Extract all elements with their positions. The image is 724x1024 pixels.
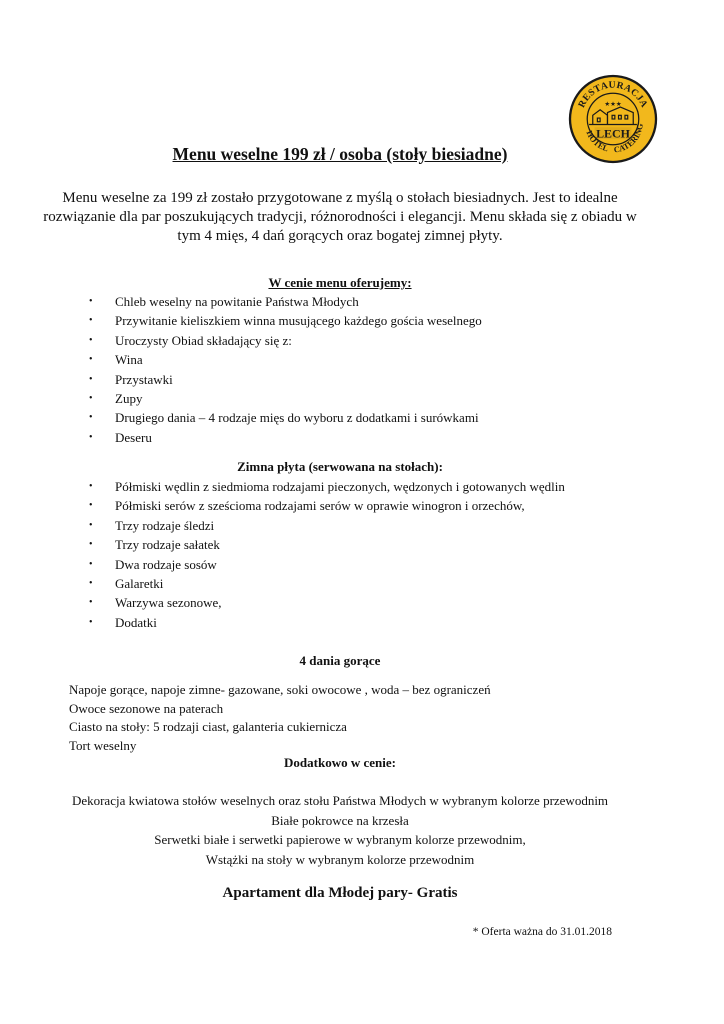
cold-plate-list (0, 477, 565, 632)
cold-plate-list-item-text: Półmiski wędlin z siedmioma rodzajami pieczonych, wędzonych i gotowanych wędlin (115, 479, 565, 494)
included-list-item-text: Uroczysty Obiad składający się z: (115, 332, 292, 348)
included-list-item (0, 370, 482, 389)
bullet-icon: • (89, 597, 93, 609)
bullet-icon: • (89, 481, 93, 492)
included-heading-text: W cenie menu oferujemy: (268, 275, 412, 290)
bullet-icon: • (89, 577, 93, 589)
included-list-item (0, 408, 482, 427)
hot-dishes-line: Napoje gorące, napoje zimne- gazowane, soki owocowe , woda – bez ograniczeń (69, 682, 491, 697)
bullet-icon: • (89, 412, 93, 424)
extras-lines (0, 791, 680, 870)
hot-dishes-lines (69, 681, 491, 755)
bullet-icon: • (89, 616, 93, 628)
bullet-icon: • (89, 334, 93, 346)
bullet-icon: • (89, 354, 93, 366)
hot-dishes-line: Ciasto na stoły: 5 rodzaji ciast, galanteria cukiernicza (69, 719, 347, 734)
included-list-item (0, 292, 482, 311)
extras-line: Białe pokrowce na krzesła (271, 812, 409, 828)
extras-heading: Dodatkowo w cenie: (284, 755, 396, 770)
included-list-item-text: Zupy (115, 390, 143, 406)
included-list-item-text: Przywitanie kieliszkiem winna musującego każdego gościa weselnego (115, 313, 482, 329)
included-list-item-text: Chleb weselny na powitanie Państwa Młodych (115, 294, 359, 309)
bullet-icon: • (89, 392, 93, 404)
cold-plate-list-item (0, 477, 565, 496)
offer-validity-note: * Oferta ważna do 31.01.2018 (472, 926, 612, 938)
cold-plate-list-item-text: Półmiski serów z sześcioma rodzajami serów w oprawie winogron i orzechów, (115, 498, 525, 514)
cold-plate-list-item (0, 593, 565, 612)
included-list-item-text: Wina (115, 352, 143, 368)
included-list-item (0, 389, 482, 408)
cold-plate-list-item-text: Dwa rodzaje sosów (115, 556, 217, 572)
intro-paragraph: Menu weselne za 199 zł zostało przygotowane z myślą o stołach biesiadnych. Jest to idealne rozwiązanie dla par poszukujących tradycji, różnorodności i elegancji. Menu składa się z obiadu w tym 4 mięs, 4 dań gorących oraz bogatej zimnej płyty. (43, 190, 637, 244)
bullet-icon: • (89, 539, 93, 551)
cold-plate-list-item (0, 516, 565, 535)
included-list-item-text: Przystawki (115, 371, 173, 387)
hot-dishes-line: Tort weselny (69, 737, 137, 753)
logo-top-text: RESTAURACJA (576, 79, 650, 110)
page-title: Menu weselne 199 zł / osoba (stoły biesiadne) (172, 144, 508, 164)
logo-catering-text: CATERING (613, 122, 645, 155)
cold-plate-list-item (0, 555, 565, 574)
logo-name: LECH (596, 126, 630, 141)
bullet-icon: • (89, 558, 93, 570)
bullet-icon: • (89, 296, 93, 307)
bullet-icon: • (89, 431, 93, 443)
hot-dishes-line: Owoce sezonowe na paterach (69, 700, 224, 716)
cold-plate-list-item-text: Warzywa sezonowe, (115, 595, 222, 611)
cold-plate-list-item-text: Trzy rodzaje śledzi (115, 517, 215, 533)
cold-plate-list-item (0, 613, 565, 632)
included-list-item (0, 311, 482, 330)
included-list-item (0, 331, 482, 350)
hot-dishes-heading: 4 dania gorące (299, 653, 381, 668)
cold-plate-list-item (0, 535, 565, 554)
included-heading (0, 275, 680, 291)
extras-line: Serwetki białe i serwetki papierowe w wybranym kolorze przewodnim, (154, 832, 526, 848)
extras-line: Wstążki na stoły w wybranym kolorze przewodnim (205, 852, 475, 868)
cold-plate-list-item (0, 574, 565, 593)
cold-plate-list-item-text: Trzy rodzaje sałatek (115, 537, 220, 553)
included-list (0, 292, 482, 447)
bullet-icon: • (89, 315, 93, 327)
logo-stars: ★★★ (604, 100, 622, 109)
apartment-note: Apartament dla Młodej pary- Gratis (222, 885, 458, 901)
included-list-item (0, 428, 482, 447)
bullet-icon: • (89, 373, 93, 385)
cold-plate-list-item-text: Galaretki (115, 575, 164, 591)
included-list-item (0, 350, 482, 369)
cold-plate-list-item-text: Dodatki (115, 614, 157, 630)
extras-line: Dekoracja kwiatowa stołów weselnych oraz stołu Państwa Młodych w wybranym kolorze przewodnim (71, 793, 609, 808)
bullet-icon: • (89, 519, 93, 531)
included-list-item-text: Deseru (115, 429, 152, 445)
bullet-icon: • (89, 500, 93, 512)
cold-plate-list-item (0, 496, 565, 515)
logo-hotel-text: HOTEL (584, 129, 610, 154)
cold-plate-heading: Zimna płyta (serwowana na stołach): (237, 459, 443, 474)
included-list-item-text: Drugiego dania – 4 rodzaje mięs do wyboru z dodatkami i surówkami (115, 410, 479, 426)
